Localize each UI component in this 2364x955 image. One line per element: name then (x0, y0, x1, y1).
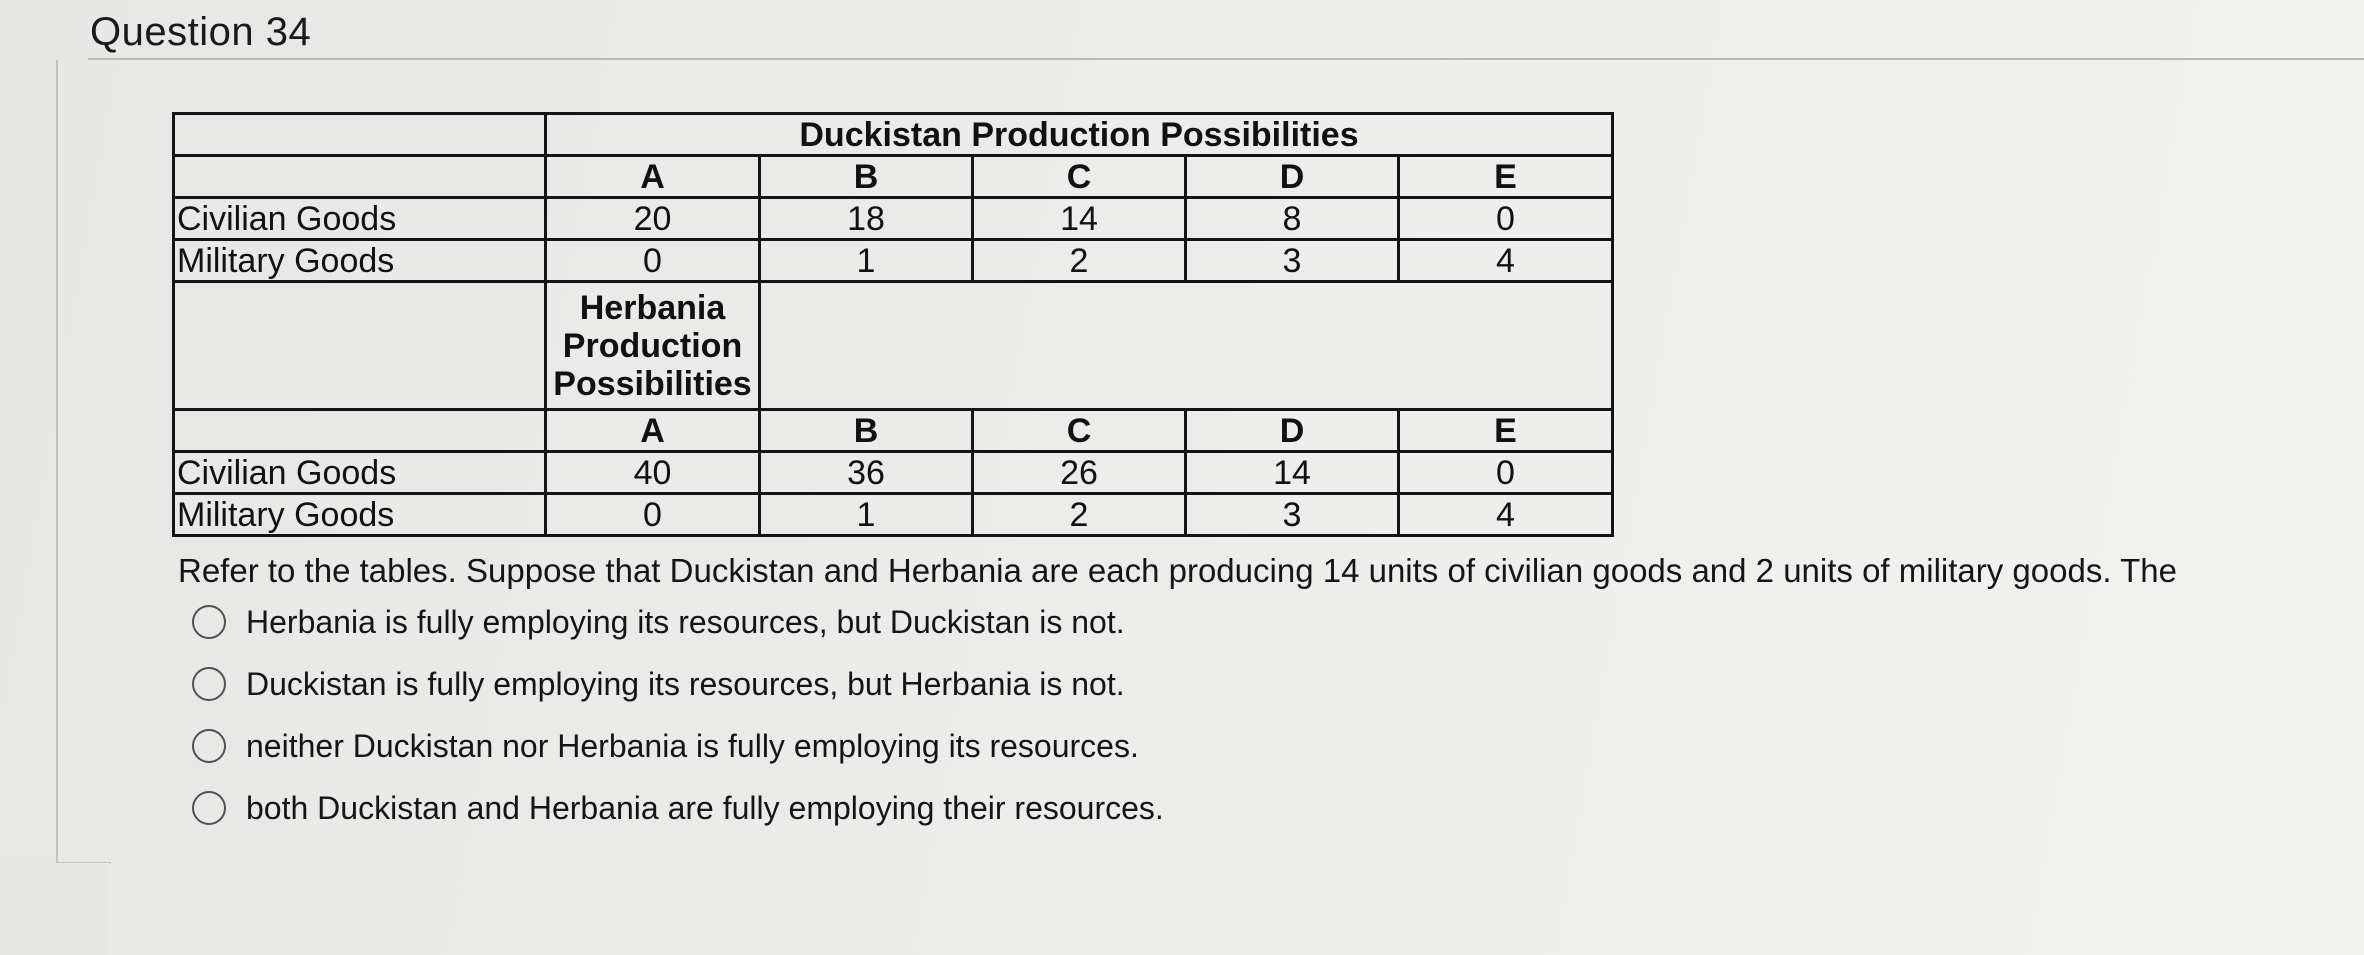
table-row (174, 114, 1613, 156)
column-header: A (546, 410, 760, 452)
radio-button[interactable] (192, 667, 226, 701)
row-label: Military Goods (174, 240, 546, 282)
corner-panel (0, 863, 110, 955)
table-row (174, 282, 1613, 410)
herbania-title-line: Possibilities (553, 364, 752, 403)
table-cell: 0 (546, 240, 760, 282)
column-header: C (973, 410, 1186, 452)
table-cell-empty (174, 282, 546, 410)
column-header: E (1399, 156, 1613, 198)
herbania-title-line: Production (562, 326, 743, 365)
column-header: D (1186, 156, 1399, 198)
radio-button[interactable] (192, 791, 226, 825)
table-cell: 14 (973, 198, 1186, 240)
table-cell: 1 (760, 240, 973, 282)
table-cell: 4 (1399, 494, 1613, 536)
table-cell-empty (174, 410, 546, 452)
table-cell: 8 (1186, 198, 1399, 240)
table-cell: 0 (1399, 452, 1613, 494)
answer-option-2[interactable] (192, 661, 1125, 707)
radio-button[interactable] (192, 605, 226, 639)
answer-option-label: neither Duckistan nor Herbania is fully employing its resources. (246, 727, 1139, 764)
table-cell: 36 (760, 452, 973, 494)
table-cell: 0 (1399, 198, 1613, 240)
table-row (174, 240, 1613, 282)
answer-option-label: Herbania is fully employing its resources, but Duckistan is not. (246, 603, 1125, 640)
question-title: Question 34 (90, 10, 312, 54)
table-row (174, 198, 1613, 240)
column-header: C (973, 156, 1186, 198)
title-divider (88, 58, 2364, 60)
table-cell: 26 (973, 452, 1186, 494)
table-cell: 18 (760, 198, 973, 240)
column-header: E (1399, 410, 1613, 452)
herbania-title-line: Herbania (579, 288, 726, 327)
table-cell: 20 (546, 198, 760, 240)
table-cell: 2 (973, 494, 1186, 536)
table-cell: 3 (1186, 494, 1399, 536)
column-header: B (760, 156, 973, 198)
row-label: Civilian Goods (174, 198, 546, 240)
row-label: Civilian Goods (174, 452, 546, 494)
table-cell: 40 (546, 452, 760, 494)
table-row (174, 452, 1613, 494)
column-header: B (760, 410, 973, 452)
left-border (56, 60, 58, 863)
question-prompt: Refer to the tables. Suppose that Duckistan and Herbania are each producing 14 units of civilian goods and 2 units of military goods. The (178, 552, 2177, 589)
radio-button[interactable] (192, 729, 226, 763)
table-cell: 0 (546, 494, 760, 536)
table-cell: 4 (1399, 240, 1613, 282)
production-possibilities-table (172, 112, 1614, 537)
answer-option-label: both Duckistan and Herbania are fully employing their resources. (246, 789, 1164, 826)
duckistan-table-title: Duckistan Production Possibilities (546, 114, 1613, 156)
answer-option-1[interactable] (192, 599, 1125, 645)
table-cell: 3 (1186, 240, 1399, 282)
table-cell: 2 (973, 240, 1186, 282)
table-cell: 1 (760, 494, 973, 536)
table-cell-empty (174, 114, 546, 156)
table-cell-empty (760, 282, 1613, 410)
table-cell-empty (174, 156, 546, 198)
table-row (174, 410, 1613, 452)
answer-option-4[interactable] (192, 785, 1164, 831)
table-cell: 14 (1186, 452, 1399, 494)
column-header: A (546, 156, 760, 198)
table-row (174, 494, 1613, 536)
answer-option-label: Duckistan is fully employing its resources, but Herbania is not. (246, 665, 1125, 702)
column-header: D (1186, 410, 1399, 452)
row-label: Military Goods (174, 494, 546, 536)
table-row (174, 156, 1613, 198)
herbania-table-title (546, 282, 760, 410)
answer-option-3[interactable] (192, 723, 1139, 769)
